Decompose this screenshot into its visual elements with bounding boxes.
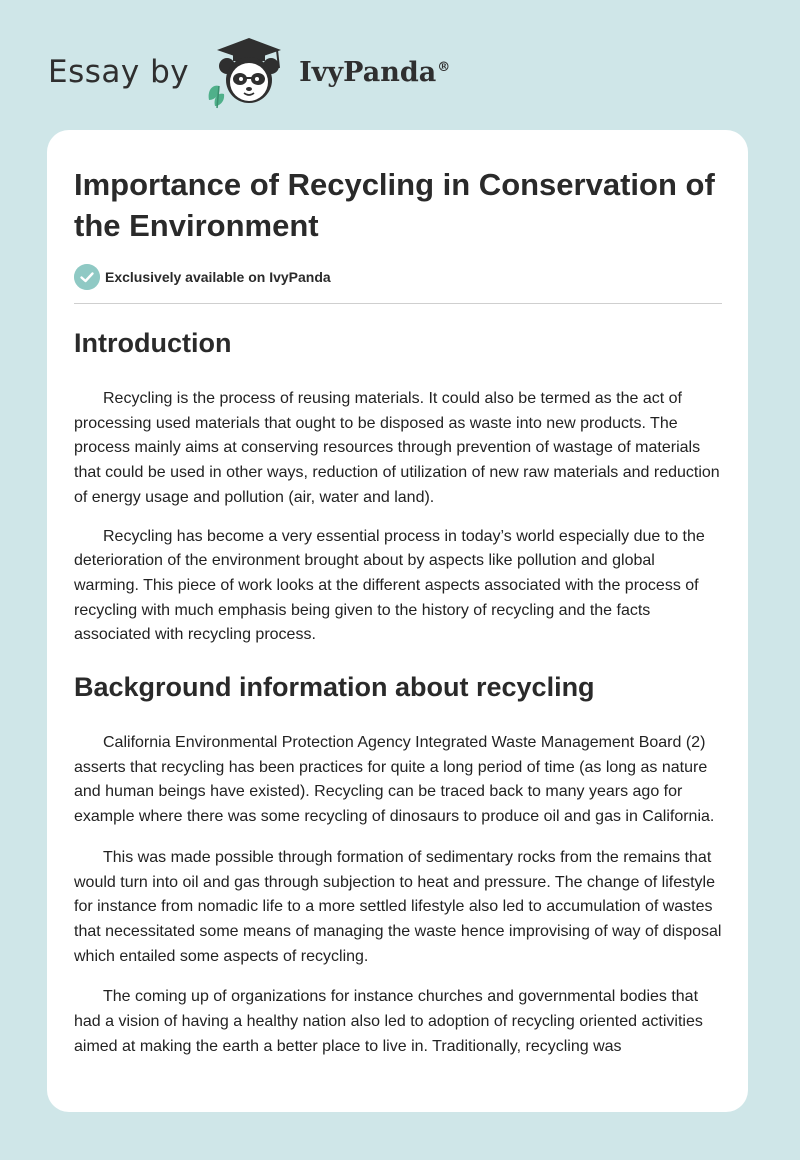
paragraph: Recycling has become a very essential process in today’s world especially due to the deterioration of the environment brought about by aspects like pollution and global warming. This piece of work looks at the different aspects associated with the process of recycling with much emphasis being given to the history of recycling and the facts associated with recycling process. — [74, 527, 705, 644]
section-heading-background: Background information about recycling — [74, 672, 595, 703]
paragraph: The coming up of organizations for instance churches and governmental bodies that had a vision of having a healthy nation also led to adoption of recycling oriented activities aimed at making the earth a better place to live in. Traditionally, recycling was — [74, 988, 703, 1055]
section-heading-introduction: Introduction — [74, 328, 232, 358]
paragraph: Recycling is the process of reusing materials. It could also be termed as the act of processing used materials that ought to be disposed as waste into new products. The process mainly aims at conserving resources through prevention of wastage of materials that could be used in other ways, reduction of utilization of new raw materials and reduction of energy usage and pollution (air, water and land). — [74, 390, 720, 506]
exclusive-badge-text: Exclusively available on IvyPanda — [105, 269, 331, 285]
paragraph: California Environmental Protection Agency Integrated Waste Management Board (2) asserts that recycling has been practices for quite a long period of time (as long as nature and human beings have existed). Recycling can be traced back to many years ago for example where there was some recycling of dinosaurs to produce oil and gas in California. — [74, 734, 715, 826]
essay-card — [47, 130, 748, 1112]
exclusive-badge — [74, 264, 722, 304]
panda-logo-icon — [203, 34, 295, 110]
paragraph: This was made possible through formation of sedimentary rocks from the remains that would turn into oil and gas through subjection to heat and pressure. The change of lifestyle for instance from nomadic life to a more settled lifestyle also led to accumulation of wastes that necessitated some means of managing the waste hence improvising of way of disposal which entailed some aspects of recycling. — [74, 848, 722, 965]
check-icon — [74, 264, 100, 290]
brand-prefix: Essay by — [48, 54, 190, 90]
brand-name: IvyPanda® — [299, 56, 451, 88]
brand-header[interactable] — [48, 34, 450, 110]
essay-title: Importance of Recycling in Conservation of the Environment — [74, 167, 715, 243]
